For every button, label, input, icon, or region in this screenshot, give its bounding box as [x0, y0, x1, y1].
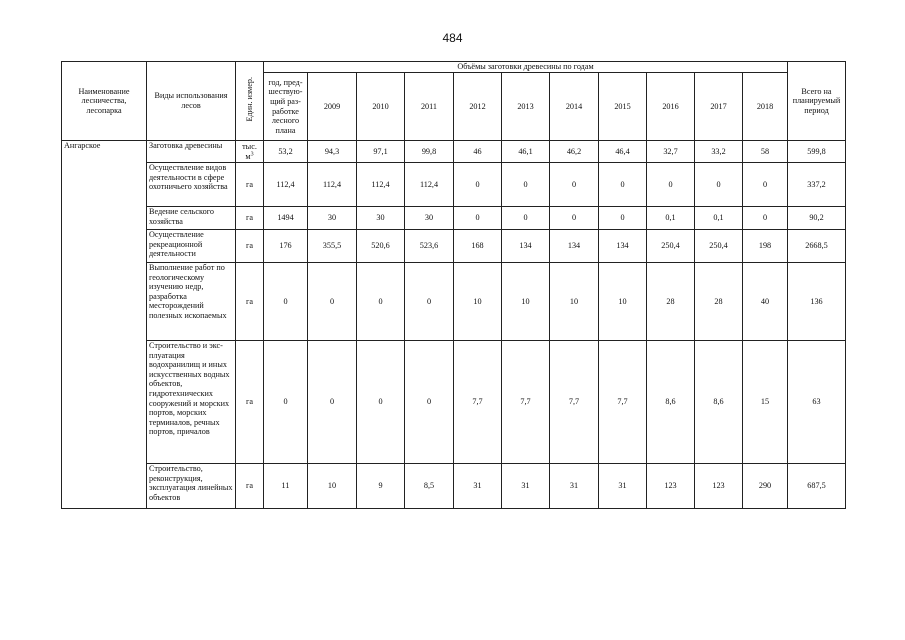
unit-text: га	[246, 296, 253, 306]
value-cell-2010: 30	[357, 207, 405, 230]
table-row	[62, 141, 846, 163]
value-cell-2018: 290	[743, 464, 788, 509]
value-cell-2016: 123	[647, 464, 695, 509]
value-cell-2012: 31	[454, 464, 502, 509]
value-cell-2009: 0	[308, 263, 357, 341]
usage-cell: Выполнение работ по геологическому изучению недр, разработка месторождений полезных ископаемых	[147, 263, 236, 341]
header-volumes-title: Объёмы заготовки древесины по годам	[264, 62, 788, 73]
usage-cell: Ведение сельского хозяйства	[147, 207, 236, 230]
value-cell-2015: 10	[599, 263, 647, 341]
value-cell-2014: 10	[550, 263, 599, 341]
value-cell-2011: 112,4	[405, 163, 454, 207]
usage-cell: Осуществление рекреационной деятельности	[147, 230, 236, 263]
value-cell-2009: 112,4	[308, 163, 357, 207]
table-row	[62, 163, 846, 207]
value-cell-2013: 7,7	[502, 341, 550, 464]
unit-cell	[236, 141, 264, 163]
value-cell-2015: 0	[599, 207, 647, 230]
table-row	[62, 207, 846, 230]
prev-year-cell: 176	[264, 230, 308, 263]
forest-harvest-table	[61, 61, 846, 509]
header-year-2017: 2017	[695, 73, 743, 141]
forestry-cell: Ангарское	[62, 141, 147, 163]
value-cell-2012: 7,7	[454, 341, 502, 464]
value-cell-2010: 0	[357, 341, 405, 464]
value-cell-2010: 112,4	[357, 163, 405, 207]
unit-cell	[236, 163, 264, 207]
value-cell-2012: 168	[454, 230, 502, 263]
table-row	[62, 230, 846, 263]
value-cell-2014: 46,2	[550, 141, 599, 163]
value-cell-2017: 33,2	[695, 141, 743, 163]
total-cell: 90,2	[788, 207, 846, 230]
header-year-2012: 2012	[454, 73, 502, 141]
page-number: 484	[442, 31, 463, 45]
value-cell-2011: 0	[405, 263, 454, 341]
value-cell-2017: 250,4	[695, 230, 743, 263]
prev-year-cell: 112,4	[264, 163, 308, 207]
value-cell-2012: 0	[454, 207, 502, 230]
total-cell: 136	[788, 263, 846, 341]
prev-year-cell: 0	[264, 263, 308, 341]
usage-cell: Строительство, реконструкция, эксплуатация линейных объектов	[147, 464, 236, 509]
value-cell-2013: 134	[502, 230, 550, 263]
value-cell-2010: 97,1	[357, 141, 405, 163]
prev-year-cell: 53,2	[264, 141, 308, 163]
header-forestry: Наименование лесничества, лесопарка	[62, 62, 147, 141]
unit-cell	[236, 341, 264, 464]
value-cell-2014: 0	[550, 207, 599, 230]
unit-superscript: 3	[250, 150, 254, 157]
value-cell-2009: 30	[308, 207, 357, 230]
value-cell-2009: 355,5	[308, 230, 357, 263]
value-cell-2015: 31	[599, 464, 647, 509]
value-cell-2013: 31	[502, 464, 550, 509]
value-cell-2012: 10	[454, 263, 502, 341]
value-cell-2013: 10	[502, 263, 550, 341]
header-year-2014: 2014	[550, 73, 599, 141]
value-cell-2015: 7,7	[599, 341, 647, 464]
value-cell-2018: 0	[743, 163, 788, 207]
value-cell-2016: 28	[647, 263, 695, 341]
header-year-2015: 2015	[599, 73, 647, 141]
value-cell-2017: 0	[695, 163, 743, 207]
total-cell: 2668,5	[788, 230, 846, 263]
value-cell-2015: 46,4	[599, 141, 647, 163]
value-cell-2011: 8,5	[405, 464, 454, 509]
table-row	[62, 341, 846, 464]
table-row	[62, 464, 846, 509]
value-cell-2011: 99,8	[405, 141, 454, 163]
value-cell-2018: 40	[743, 263, 788, 341]
usage-cell: Заготовка древесины	[147, 141, 236, 163]
forestry-cell	[62, 263, 147, 341]
value-cell-2013: 46,1	[502, 141, 550, 163]
value-cell-2017: 123	[695, 464, 743, 509]
value-cell-2017: 28	[695, 263, 743, 341]
value-cell-2009: 10	[308, 464, 357, 509]
value-cell-2015: 134	[599, 230, 647, 263]
value-cell-2014: 7,7	[550, 341, 599, 464]
value-cell-2018: 198	[743, 230, 788, 263]
value-cell-2013: 0	[502, 207, 550, 230]
value-cell-2010: 0	[357, 263, 405, 341]
header-year-2018: 2018	[743, 73, 788, 141]
header-year-2010: 2010	[357, 73, 405, 141]
unit-cell	[236, 263, 264, 341]
forestry-cell	[62, 207, 147, 230]
value-cell-2016: 0	[647, 163, 695, 207]
total-cell: 687,5	[788, 464, 846, 509]
unit-text: га	[246, 241, 253, 251]
value-cell-2016: 0,1	[647, 207, 695, 230]
header-year-2016: 2016	[647, 73, 695, 141]
value-cell-2011: 523,6	[405, 230, 454, 263]
table-row	[62, 263, 846, 341]
total-cell: 63	[788, 341, 846, 464]
value-cell-2011: 30	[405, 207, 454, 230]
value-cell-2009: 0	[308, 341, 357, 464]
value-cell-2014: 134	[550, 230, 599, 263]
unit-cell	[236, 464, 264, 509]
header-total: Всего на планируемый период	[788, 62, 846, 141]
value-cell-2012: 0	[454, 163, 502, 207]
value-cell-2009: 94,3	[308, 141, 357, 163]
unit-text: га	[246, 179, 253, 189]
total-cell: 337,2	[788, 163, 846, 207]
value-cell-2014: 0	[550, 163, 599, 207]
value-cell-2012: 46	[454, 141, 502, 163]
forestry-cell	[62, 341, 147, 464]
unit-text: га	[246, 213, 253, 223]
unit-cell	[236, 230, 264, 263]
value-cell-2018: 0	[743, 207, 788, 230]
value-cell-2014: 31	[550, 464, 599, 509]
value-cell-2018: 15	[743, 341, 788, 464]
total-cell: 599,8	[788, 141, 846, 163]
header-unit-text: Един. измер.	[244, 77, 254, 122]
header-year-2011: 2011	[405, 73, 454, 141]
unit-text: тыс. м	[242, 141, 257, 161]
value-cell-2013: 0	[502, 163, 550, 207]
value-cell-2010: 9	[357, 464, 405, 509]
usage-cell: Строительство и экс-плуатация водохранилищ и иных искусственных водных объектов, гидротехнических сооружений и морских портов, морских терминалов, речных портов, причалов	[147, 341, 236, 464]
unit-cell	[236, 207, 264, 230]
header-prev-year: год, пред-шествую-щий раз-работке лесного плана	[264, 73, 308, 141]
value-cell-2011: 0	[405, 341, 454, 464]
value-cell-2015: 0	[599, 163, 647, 207]
value-cell-2016: 250,4	[647, 230, 695, 263]
header-unit	[236, 62, 264, 141]
unit-text: га	[246, 481, 253, 491]
forestry-cell	[62, 464, 147, 509]
forestry-cell	[62, 163, 147, 207]
forestry-cell	[62, 230, 147, 263]
header-usage-type: Виды использования лесов	[147, 62, 236, 141]
usage-cell: Осуществление видов деятельности в сфере охотничьего хозяйства	[147, 163, 236, 207]
unit-text: га	[246, 397, 253, 407]
prev-year-cell: 1494	[264, 207, 308, 230]
header-year-2013: 2013	[502, 73, 550, 141]
value-cell-2016: 32,7	[647, 141, 695, 163]
header-year-2009: 2009	[308, 73, 357, 141]
value-cell-2018: 58	[743, 141, 788, 163]
value-cell-2016: 8,6	[647, 341, 695, 464]
prev-year-cell: 0	[264, 341, 308, 464]
value-cell-2010: 520,6	[357, 230, 405, 263]
value-cell-2017: 8,6	[695, 341, 743, 464]
value-cell-2017: 0,1	[695, 207, 743, 230]
prev-year-cell: 11	[264, 464, 308, 509]
